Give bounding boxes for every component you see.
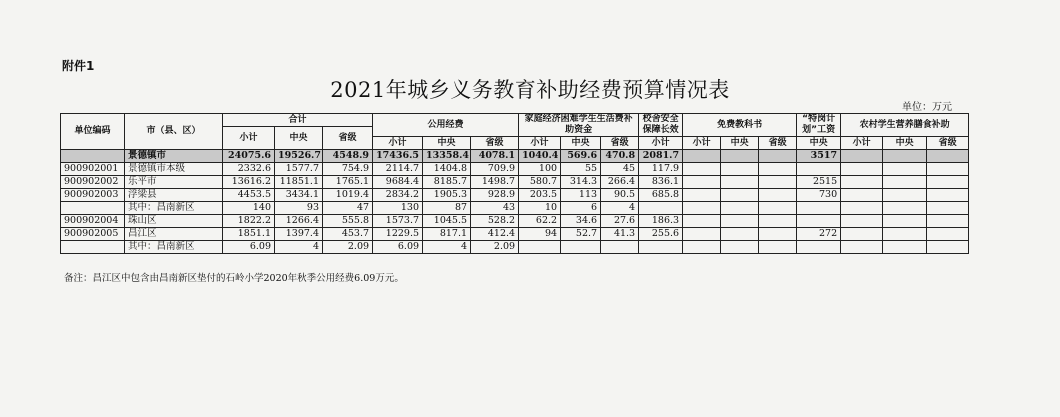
header-pub-central: 中央 xyxy=(423,137,471,150)
cell-liv-c: 314.3 xyxy=(561,176,601,189)
cell-pub-sub: 1229.5 xyxy=(373,228,423,241)
cell-pub-sub: 2834.2 xyxy=(373,189,423,202)
cell-rn-p xyxy=(927,228,969,241)
cell-rn-p xyxy=(927,215,969,228)
unit-label: 单位：万元 xyxy=(902,102,952,113)
header-fb-central: 中央 xyxy=(721,137,759,150)
table-row xyxy=(61,163,969,176)
cell-rn-sub xyxy=(841,150,883,163)
cell-liv-c: 6 xyxy=(561,202,601,215)
cell-fb-p xyxy=(759,228,797,241)
header-special-post: “特岗计划”工资 xyxy=(797,114,841,137)
cell-liv-c xyxy=(561,241,601,254)
budget-table xyxy=(60,113,969,254)
cell-name: 昌江区 xyxy=(125,228,223,241)
cell-fb-c xyxy=(721,163,759,176)
cell-rn-c xyxy=(883,150,927,163)
cell-total-c: 1577.7 xyxy=(275,163,323,176)
cell-liv-sub: 10 xyxy=(519,202,561,215)
cell-total-sub: 1851.1 xyxy=(223,228,275,241)
cell-total-sub: 140 xyxy=(223,202,275,215)
cell-liv-p: 45 xyxy=(601,163,639,176)
cell-rn-c xyxy=(883,228,927,241)
cell-pub-c: 1404.8 xyxy=(423,163,471,176)
cell-total-c: 19526.7 xyxy=(275,150,323,163)
header-row-1 xyxy=(61,114,969,127)
cell-name: 其中：昌南新区 xyxy=(125,202,223,215)
cell-code xyxy=(61,150,125,163)
cell-liv-p: 90.5 xyxy=(601,189,639,202)
cell-name: 浮梁县 xyxy=(125,189,223,202)
cell-rn-sub xyxy=(841,228,883,241)
cell-rn-c xyxy=(883,163,927,176)
cell-liv-p: 266.4 xyxy=(601,176,639,189)
cell-fb-sub xyxy=(683,215,721,228)
cell-name: 乐平市 xyxy=(125,176,223,189)
cell-sp: 2515 xyxy=(797,176,841,189)
cell-fb-c xyxy=(721,176,759,189)
page-title: 2021年城乡义务教育补助经费预算情况表 xyxy=(330,78,730,102)
header-free-textbooks: 免费教科书 xyxy=(683,114,797,137)
cell-dorm: 685.8 xyxy=(639,189,683,202)
cell-pub-sub: 17436.5 xyxy=(373,150,423,163)
cell-fb-p xyxy=(759,241,797,254)
header-fb-subtotal: 小计 xyxy=(683,137,721,150)
cell-sp: 3517 xyxy=(797,150,841,163)
cell-code: 900902001 xyxy=(61,163,125,176)
cell-pub-c: 13358.4 xyxy=(423,150,471,163)
cell-fb-c xyxy=(721,189,759,202)
cell-liv-p: 27.6 xyxy=(601,215,639,228)
cell-rn-p xyxy=(927,176,969,189)
cell-name: 景德镇市本级 xyxy=(125,163,223,176)
cell-total-p: 4548.9 xyxy=(323,150,373,163)
cell-fb-sub xyxy=(683,241,721,254)
cell-code: 900902002 xyxy=(61,176,125,189)
cell-pub-c: 87 xyxy=(423,202,471,215)
cell-rn-sub xyxy=(841,163,883,176)
cell-fb-sub xyxy=(683,189,721,202)
cell-name: 其中：昌南新区 xyxy=(125,241,223,254)
header-city-county: 市（县、区） xyxy=(125,114,223,150)
header-total: 合计 xyxy=(223,114,373,127)
cell-code: 900902003 xyxy=(61,189,125,202)
cell-rn-c xyxy=(883,241,927,254)
cell-rn-sub xyxy=(841,241,883,254)
cell-dorm xyxy=(639,241,683,254)
cell-pub-p: 4078.1 xyxy=(471,150,519,163)
cell-liv-c: 34.6 xyxy=(561,215,601,228)
cell-total-c: 3434.1 xyxy=(275,189,323,202)
table-row xyxy=(61,176,969,189)
header-living-subsidy: 家庭经济困难学生生活费补助资金 xyxy=(519,114,639,137)
cell-rn-p xyxy=(927,150,969,163)
cell-total-sub: 6.09 xyxy=(223,241,275,254)
cell-total-sub: 13616.2 xyxy=(223,176,275,189)
cell-rn-c xyxy=(883,215,927,228)
cell-liv-sub: 580.7 xyxy=(519,176,561,189)
cell-total-c: 4 xyxy=(275,241,323,254)
cell-pub-p: 1498.7 xyxy=(471,176,519,189)
cell-liv-p: 470.8 xyxy=(601,150,639,163)
cell-pub-sub: 2114.7 xyxy=(373,163,423,176)
header-liv-provincial: 省级 xyxy=(601,137,639,150)
cell-pub-p: 709.9 xyxy=(471,163,519,176)
cell-fb-p xyxy=(759,163,797,176)
cell-liv-sub: 94 xyxy=(519,228,561,241)
cell-total-p: 47 xyxy=(323,202,373,215)
header-pub-provincial: 省级 xyxy=(471,137,519,150)
cell-total-c: 93 xyxy=(275,202,323,215)
cell-fb-sub xyxy=(683,163,721,176)
cell-total-sub: 24075.6 xyxy=(223,150,275,163)
cell-rn-sub xyxy=(841,176,883,189)
cell-dorm: 2081.7 xyxy=(639,150,683,163)
attachment-label: 附件1 xyxy=(62,59,95,73)
cell-total-p: 1019.4 xyxy=(323,189,373,202)
cell-liv-c: 55 xyxy=(561,163,601,176)
table-row xyxy=(61,202,969,215)
cell-pub-sub: 6.09 xyxy=(373,241,423,254)
cell-fb-c xyxy=(721,202,759,215)
cell-fb-c xyxy=(721,241,759,254)
cell-dorm: 117.9 xyxy=(639,163,683,176)
cell-pub-c: 1045.5 xyxy=(423,215,471,228)
cell-dorm: 836.1 xyxy=(639,176,683,189)
header-dorm-sub: 小计 xyxy=(639,137,683,150)
cell-rn-c xyxy=(883,202,927,215)
cell-rn-sub xyxy=(841,202,883,215)
cell-sp xyxy=(797,163,841,176)
cell-fb-c xyxy=(721,228,759,241)
cell-sp xyxy=(797,241,841,254)
cell-liv-sub: 100 xyxy=(519,163,561,176)
header-public-funds: 公用经费 xyxy=(373,114,519,137)
cell-rn-p xyxy=(927,241,969,254)
header-rn-central: 中央 xyxy=(883,137,927,150)
cell-pub-sub: 130 xyxy=(373,202,423,215)
table-body xyxy=(61,150,969,254)
cell-fb-p xyxy=(759,150,797,163)
header-liv-central: 中央 xyxy=(561,137,601,150)
header-fb-provincial: 省级 xyxy=(759,137,797,150)
header-rural-nutrition: 农村学生营养膳食补助 xyxy=(841,114,969,137)
cell-pub-p: 43 xyxy=(471,202,519,215)
table-row-total xyxy=(61,150,969,163)
header-liv-subtotal: 小计 xyxy=(519,137,561,150)
cell-sp: 730 xyxy=(797,189,841,202)
cell-fb-sub xyxy=(683,150,721,163)
header-dorm-safety: 校舍安全保障长效 xyxy=(639,114,683,137)
cell-liv-p: 4 xyxy=(601,202,639,215)
cell-liv-p xyxy=(601,241,639,254)
cell-pub-c: 817.1 xyxy=(423,228,471,241)
cell-total-p: 453.7 xyxy=(323,228,373,241)
cell-fb-sub xyxy=(683,202,721,215)
header-total-central: 中央 xyxy=(275,127,323,150)
cell-total-sub: 1822.2 xyxy=(223,215,275,228)
cell-code: 900902004 xyxy=(61,215,125,228)
cell-pub-c: 4 xyxy=(423,241,471,254)
table-row xyxy=(61,228,969,241)
cell-code: 900902005 xyxy=(61,228,125,241)
cell-rn-p xyxy=(927,202,969,215)
cell-rn-c xyxy=(883,176,927,189)
cell-code xyxy=(61,241,125,254)
cell-total-sub: 4453.5 xyxy=(223,189,275,202)
cell-pub-c: 8185.7 xyxy=(423,176,471,189)
cell-dorm xyxy=(639,202,683,215)
cell-pub-p: 528.2 xyxy=(471,215,519,228)
header-sp-central: 中央 xyxy=(797,137,841,150)
header-total-provincial: 省级 xyxy=(323,127,373,150)
cell-pub-p: 928.9 xyxy=(471,189,519,202)
cell-sp xyxy=(797,215,841,228)
cell-dorm: 255.6 xyxy=(639,228,683,241)
cell-name: 景德镇市 xyxy=(125,150,223,163)
cell-rn-sub xyxy=(841,215,883,228)
header-total-subtotal: 小计 xyxy=(223,127,275,150)
cell-total-p: 2.09 xyxy=(323,241,373,254)
cell-pub-sub: 9684.4 xyxy=(373,176,423,189)
cell-total-p: 1765.1 xyxy=(323,176,373,189)
cell-rn-sub xyxy=(841,189,883,202)
cell-fb-p xyxy=(759,189,797,202)
header-rn-subtotal: 小计 xyxy=(841,137,883,150)
cell-liv-sub: 203.5 xyxy=(519,189,561,202)
cell-pub-c: 1905.3 xyxy=(423,189,471,202)
cell-rn-c xyxy=(883,189,927,202)
table-row xyxy=(61,215,969,228)
cell-rn-p xyxy=(927,189,969,202)
cell-liv-p: 41.3 xyxy=(601,228,639,241)
cell-sp: 272 xyxy=(797,228,841,241)
header-pub-subtotal: 小计 xyxy=(373,137,423,150)
cell-sp xyxy=(797,202,841,215)
cell-total-c: 11851.1 xyxy=(275,176,323,189)
cell-pub-sub: 1573.7 xyxy=(373,215,423,228)
cell-fb-p xyxy=(759,176,797,189)
cell-fb-p xyxy=(759,202,797,215)
cell-fb-sub xyxy=(683,176,721,189)
cell-rn-p xyxy=(927,163,969,176)
cell-total-c: 1397.4 xyxy=(275,228,323,241)
cell-liv-sub xyxy=(519,241,561,254)
table-row xyxy=(61,241,969,254)
cell-total-p: 555.8 xyxy=(323,215,373,228)
cell-liv-c: 52.7 xyxy=(561,228,601,241)
table-row xyxy=(61,189,969,202)
cell-dorm: 186.3 xyxy=(639,215,683,228)
cell-liv-c: 569.6 xyxy=(561,150,601,163)
cell-fb-sub xyxy=(683,228,721,241)
cell-fb-p xyxy=(759,215,797,228)
cell-code xyxy=(61,202,125,215)
cell-name: 珠山区 xyxy=(125,215,223,228)
cell-liv-sub: 1040.4 xyxy=(519,150,561,163)
header-rn-provincial: 省级 xyxy=(927,137,969,150)
footnote: 备注：昌江区中包含由昌南新区垫付的石岭小学2020年秋季公用经费6.09万元。 xyxy=(64,273,404,284)
cell-liv-c: 113 xyxy=(561,189,601,202)
cell-pub-p: 412.4 xyxy=(471,228,519,241)
cell-total-sub: 2332.6 xyxy=(223,163,275,176)
cell-total-c: 1266.4 xyxy=(275,215,323,228)
cell-fb-c xyxy=(721,150,759,163)
cell-fb-c xyxy=(721,215,759,228)
cell-pub-p: 2.09 xyxy=(471,241,519,254)
header-unit-code: 单位编码 xyxy=(61,114,125,150)
cell-liv-sub: 62.2 xyxy=(519,215,561,228)
cell-total-p: 754.9 xyxy=(323,163,373,176)
